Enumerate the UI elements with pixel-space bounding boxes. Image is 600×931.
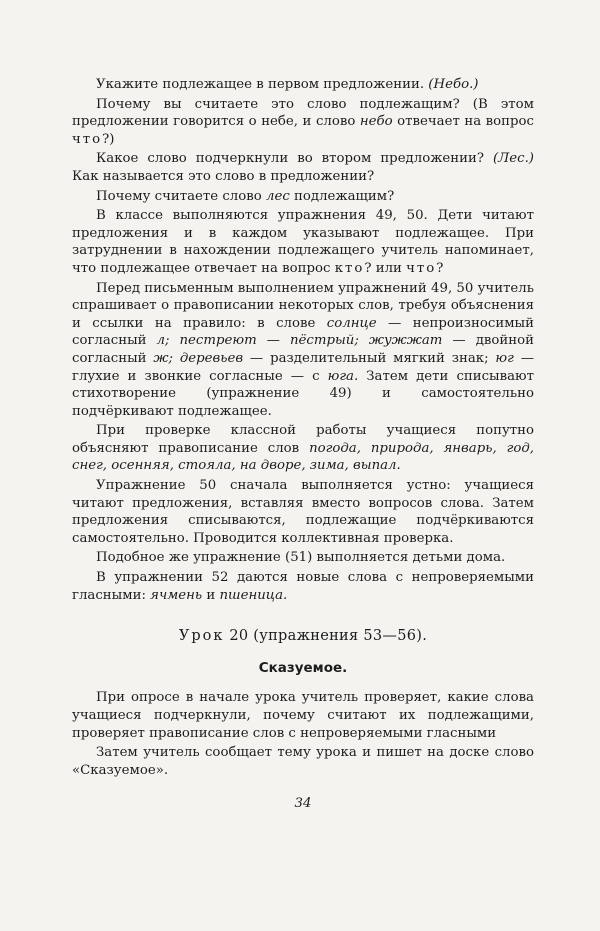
paragraph (72, 280, 534, 421)
text: Упражнение 50 сначала выполняется устно: учащиеся читают предложения, вставляя вместо вопросов слова. Затем предложения списываются, подлежащие подчёркиваются самостоятельно. Проводится коллективная проверка. (72, 478, 534, 546)
lesson-title (72, 628, 534, 646)
text: Затем дети списывают стихотворение (упражнение 49) и самостоятельно подчёркивают подлежащее. (72, 368, 534, 419)
text: ? (436, 260, 444, 276)
spaced-text: что (406, 260, 437, 276)
paragraph (72, 744, 534, 779)
italic-text: лес (265, 188, 290, 204)
text: ? или (364, 260, 407, 276)
page-content (72, 76, 534, 815)
italic-text: (Небо.) (428, 77, 479, 92)
paragraph (72, 96, 534, 149)
italic-text: л; пестреют — пёстрый; жужжат (156, 333, 443, 349)
text: и (202, 587, 220, 603)
italic-text: юга. (327, 368, 359, 384)
text: — разделительный мягкий знак; (243, 350, 496, 366)
italic-text: погода, природа, январь, год, снег, осенняя, стояла, на дворе, зима, выпал. (72, 440, 534, 474)
text: отвечает на вопрос (392, 114, 534, 130)
text: При опросе в начале урока учитель проверяет, какие слова учащиеся подчеркнули, почему считают их подлежащими, проверяет правописание слов с непроверяемыми гласными (72, 690, 534, 741)
text: ?) (102, 131, 115, 147)
italic-text: небо (359, 114, 393, 130)
text: Затем учитель сообщает тему урока и пишет на доске слово «Сказуемое». (72, 745, 534, 778)
paragraph (72, 422, 534, 475)
text: подлежащим? (289, 188, 395, 204)
italic-text: солнце (326, 315, 377, 331)
paragraph (72, 549, 534, 567)
paragraph (72, 207, 534, 277)
section-heading: Сказуемое. (258, 659, 348, 676)
paragraph (72, 689, 534, 742)
italic-text: юг (495, 350, 514, 366)
text: Перед письменным выполнением упражнений 49, 50 учитель спрашивает о правописании некоторых слов, требуя объяснения и ссылки на правило: в слове (72, 280, 534, 331)
paragraph (72, 150, 534, 185)
italic-text: ж; деревьев (153, 350, 244, 366)
text: Почему вы считаете это слово подлежащим? (В этом предложении говорится о небе, и слово (72, 96, 534, 130)
text: — глухие и звонкие согласные — с (72, 350, 534, 384)
paragraph (72, 188, 534, 206)
paragraph (72, 76, 534, 94)
text: — двойной согласный (72, 333, 534, 366)
spaced-text: что (72, 131, 103, 147)
lesson-word: Урок (178, 628, 225, 645)
italic-text: пшеница. (219, 587, 288, 603)
text: В упражнении 52 даются новые слова с непроверяемыми гласными: (72, 570, 534, 603)
text: Подобное же упражнение (51) выполняется детьми дома. (96, 550, 506, 566)
text: Почему считаете слово (96, 188, 266, 204)
paragraph (72, 569, 534, 604)
paragraphs-after-heading (72, 689, 534, 779)
text: Как называется это слово в предложении? (72, 168, 375, 184)
text: Какое слово подчеркнули во втором предложении? (96, 151, 493, 167)
text: — непроизносимый согласный (72, 315, 534, 349)
text: Укажите подлежащее в первом предложении. (96, 77, 429, 92)
italic-text: ячмень (150, 587, 203, 603)
text: В классе выполняются упражнения 49, 50. Дети читают предложения и в каждом указывают подлежащее. При затруднении в нахождении подлежащего учитель напоминает, что подлежащее отвечает на вопрос (72, 208, 534, 276)
spaced-text: кто (334, 260, 365, 276)
text: При проверке классной работы учащиеся попутно объясняют правописание слов (72, 423, 534, 456)
italic-text: (Лес.) (492, 151, 534, 167)
lesson-title-rest: 20 (упражнения 53—56). (224, 628, 428, 645)
page-number: 34 (294, 796, 312, 812)
paragraph (72, 477, 534, 547)
paragraphs-before-lesson (72, 76, 534, 604)
